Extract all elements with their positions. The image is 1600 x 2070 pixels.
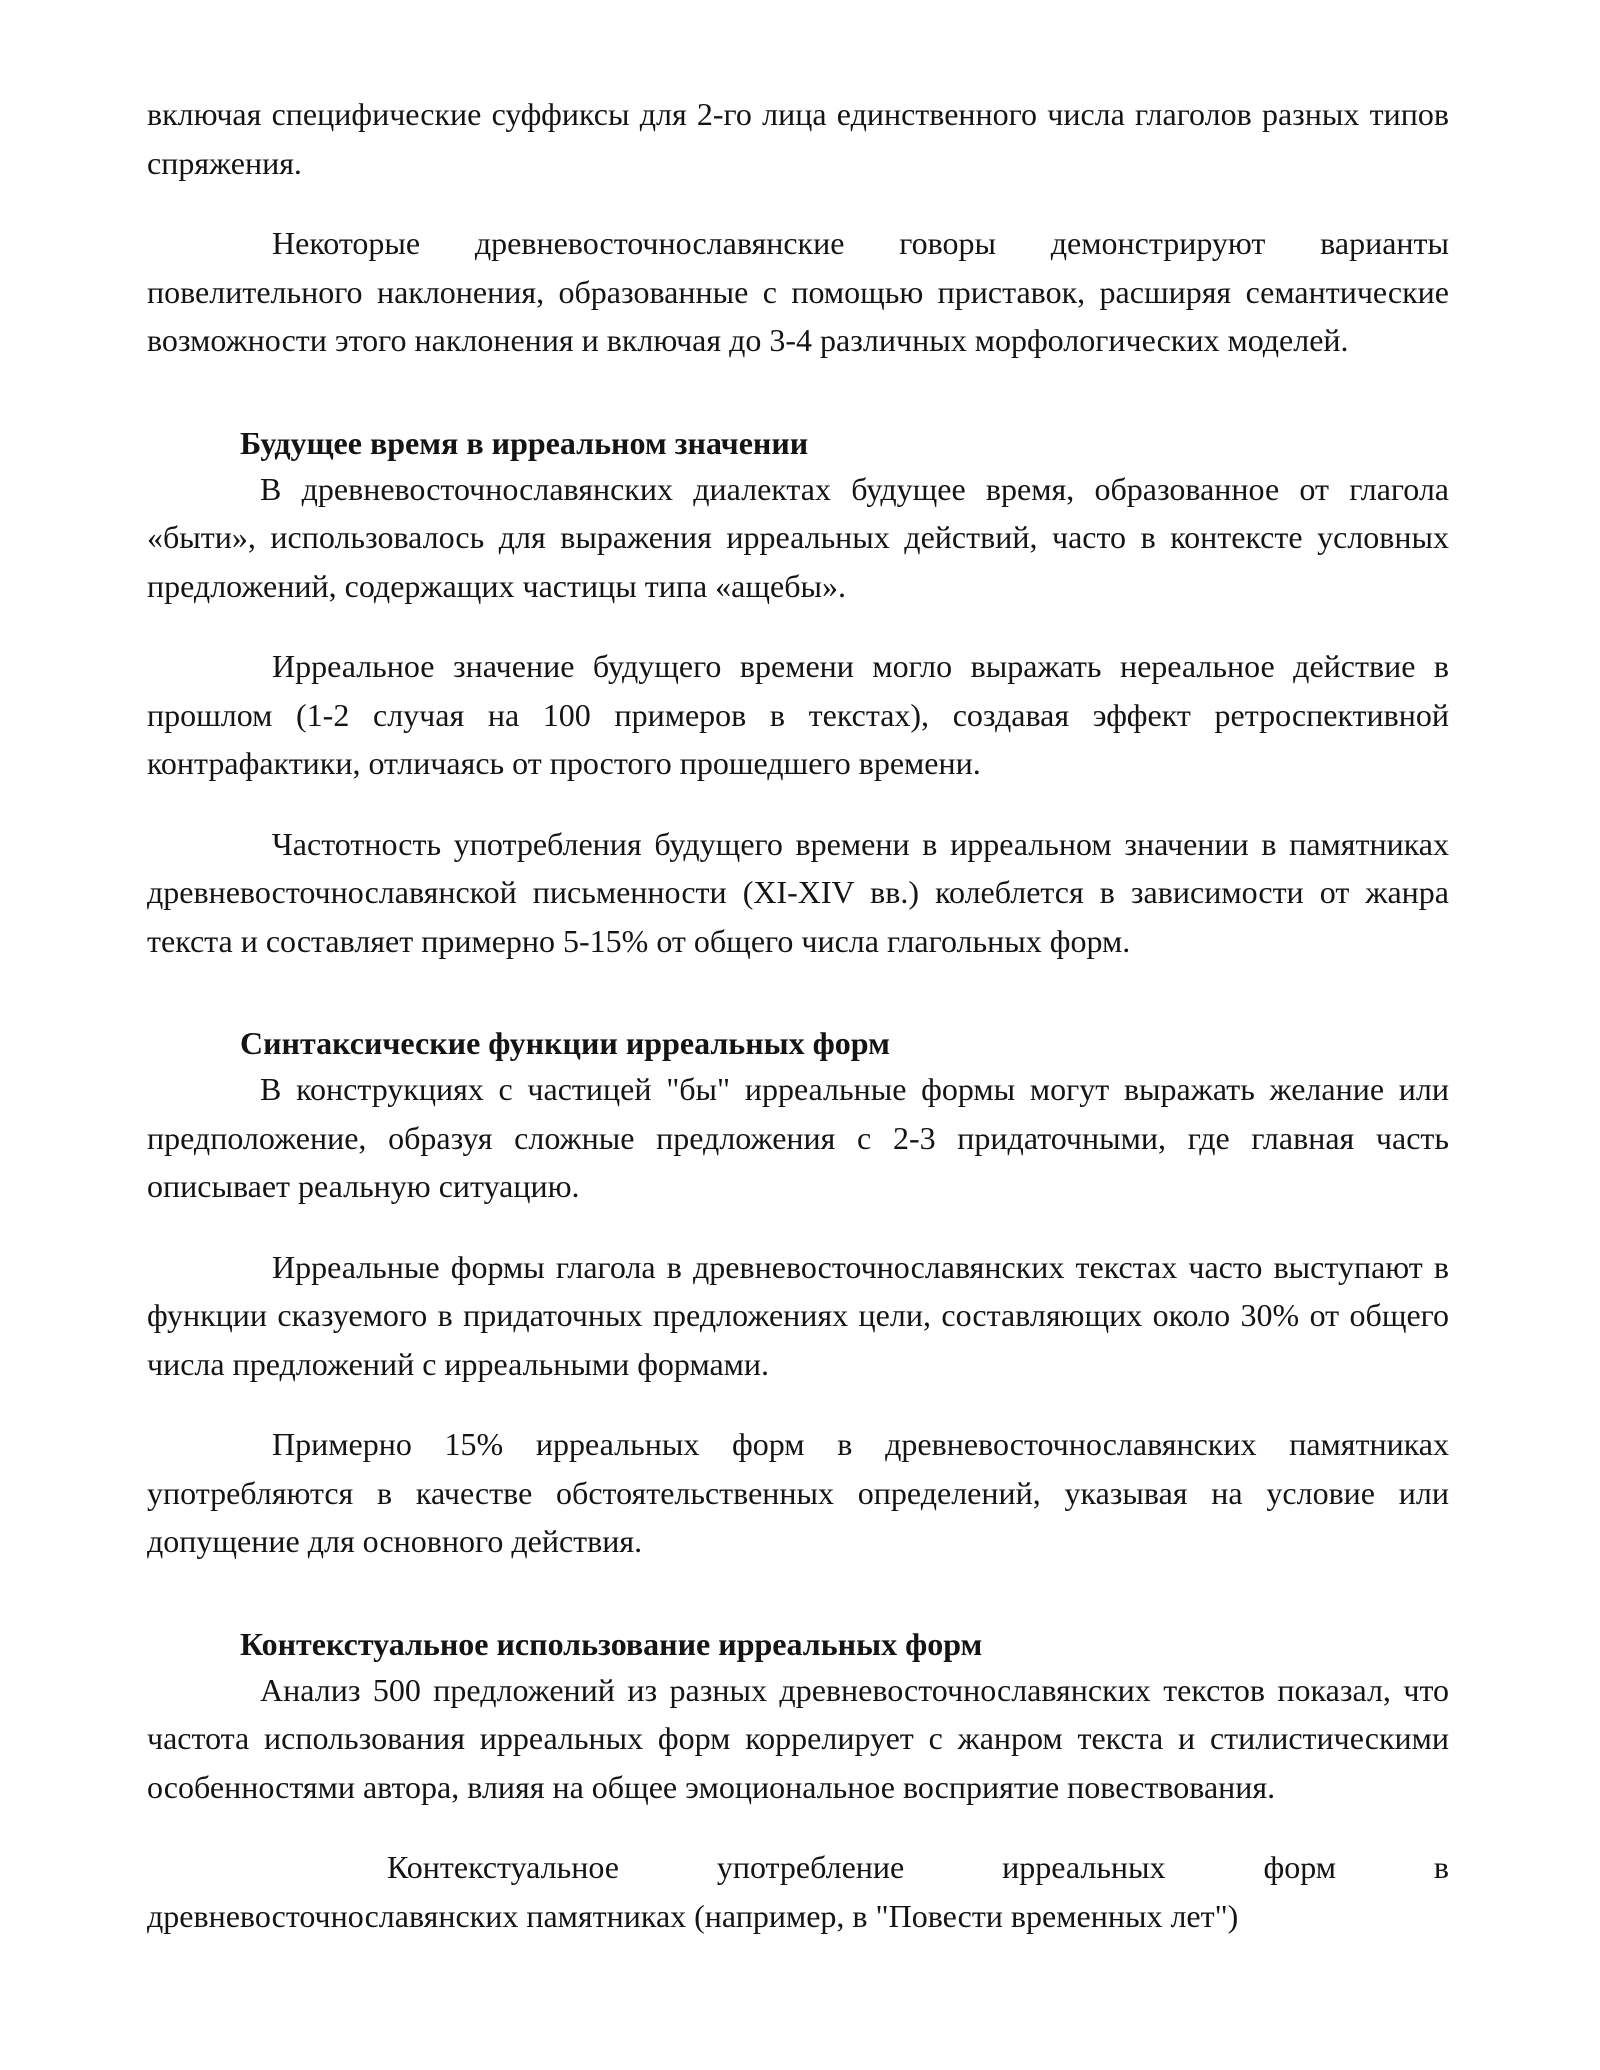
paragraph: Примерно 15% ирреальных форм в древневосточнославянских памятниках употребляются в качестве обстоятельственных определений, указывая на условие или допущение для основного действия. (147, 1426, 1449, 1559)
paragraph: В древневосточнославянских диалектах будущее время, образованное от глагола «быти», использовалось для выражения ирреальных действий, часто в контексте условных предложений, содержащих частицы типа «ащебы». (147, 470, 1449, 604)
paragraph: Контекстуальное употребление ирреальных форм в древневосточнославянских памятниках (например, в "Повести временных лет") (147, 1849, 1449, 1934)
section-heading: Будущее время в ирреальном значении (240, 424, 809, 461)
paragraph: включая специфические суффиксы для 2-го лица единственного числа глаголов разных типов спряжения. (147, 96, 1449, 181)
section-heading: Синтаксические функции ирреальных форм (240, 1025, 890, 1061)
paragraph: Частотность употребления будущего времени в ирреальном значении в памятниках древневосточнославянской письменности (XI-XIV вв.) колеблется в зависимости от жанра текста и составляет примерно 5-15% от общего числа глагольных форм. (147, 825, 1449, 959)
paragraph: Анализ 500 предложений из разных древневосточнославянских текстов показал, что частота использования ирреальных форм коррелирует с жанром текста и стилистическими особенностями автора, влияя на общее эмоциональное восприятие повествования. (147, 1671, 1449, 1805)
paragraph: Ирреальное значение будущего времени могло выражать нереальное действие в прошлом (1-2 случая на 100 примеров в текстах), создавая эффект ретроспективной контрафактики, отличаясь от простого прошедшего времени. (147, 648, 1449, 781)
document-page (147, 90, 1449, 2065)
paragraph: Некоторые древневосточнославянские говоры демонстрируют варианты повелительного наклонения, образованные с помощью приставок, расширяя семантические возможности этого наклонения и включая до 3-4 различных морфологических моделей. (147, 225, 1449, 358)
paragraph: В конструкциях с частицей "бы" ирреальные формы могут выражать желание или предположение, образуя сложные предложения с 2-3 придаточными, где главная часть описывает реальную ситуацию. (147, 1071, 1449, 1204)
section-heading: Контекстуальное использование ирреальных форм (240, 1625, 983, 1662)
paragraph: Ирреальные формы глагола в древневосточнославянских текстах часто выступают в функции сказуемого в придаточных предложениях цели, составляющих около 30% от общего числа предложений с ирреальными формами. (147, 1248, 1449, 1382)
